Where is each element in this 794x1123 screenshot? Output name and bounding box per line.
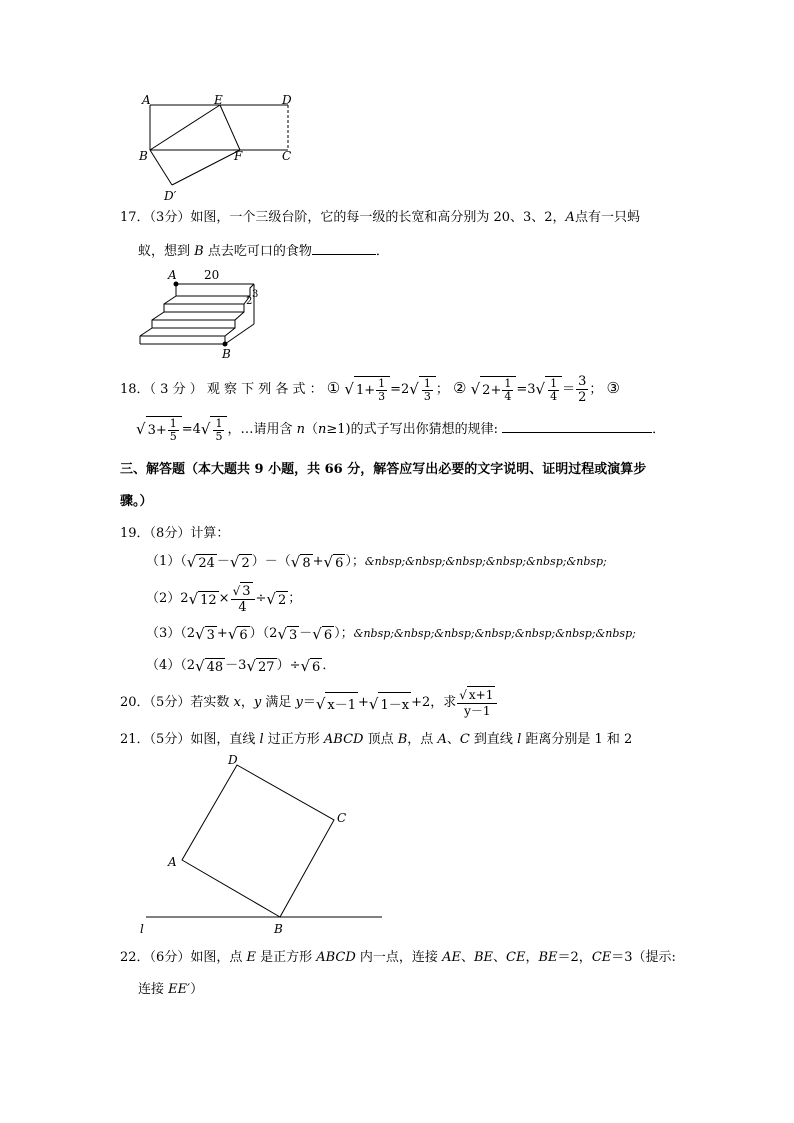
q22-line1: 22．（6分）如图，点 E 是正方形 ABCD 内一点，连接 AE、BE、CE，BE＝2，CE＝3（提示: xyxy=(120,950,676,965)
q17-line2b: 点去吃可口的食物 xyxy=(203,244,312,259)
figure-square-on-line xyxy=(134,750,394,940)
q17-line2 xyxy=(138,240,389,259)
q20-score: （5分） xyxy=(149,695,191,710)
stairs-label-3: 3 xyxy=(252,289,259,300)
q17-text1: 如图，一个三级台阶，它的每一级的长宽和高分别为 20、3、2， xyxy=(190,210,566,225)
q19-part3-artifact: &nbsp;&nbsp;&nbsp;&nbsp;&nbsp;&nbsp;&nbsp; xyxy=(353,627,636,640)
stairs-right-profile xyxy=(225,284,254,344)
label-D: D xyxy=(228,753,238,767)
q18-expr3-eq: =4 xyxy=(181,422,201,437)
q18-expr1-eq: =2 xyxy=(390,382,410,397)
q18-circle1: ① xyxy=(326,379,341,397)
label-Dprime: D′ xyxy=(164,189,177,203)
q19-part1: （1）（√ 24 －√ 2 ）－（√ 8 +√ 6 ）；&nbsp;&nbsp;&nbsp;&nbsp;&nbsp;&nbsp; xyxy=(146,552,607,571)
q18-expr1-rhs: √ $\frac{1}{3}$ xyxy=(409,376,436,403)
q22-score: （6分） xyxy=(149,950,191,965)
q20-line: 20．（5分）若实数 x，y 满足 y＝√ x－1 +√ 1－x +2，求 $\frac{√ x+1}{y-1}$ xyxy=(120,686,498,719)
stairs-right-diag xyxy=(225,324,254,344)
label-C: C xyxy=(337,811,347,825)
q21-score: （5分） xyxy=(149,732,191,747)
q18-tail1: ，…请用含 xyxy=(227,422,297,437)
segment-DpF xyxy=(172,150,240,185)
q20-fraction: $\frac{√ x+1}{y-1}$ xyxy=(457,686,497,719)
label-C: C xyxy=(282,149,292,163)
label-A: A xyxy=(168,855,177,869)
q18-line1: 18．（ 3 分 ） 观 察 下 列 各 式 ： ① √ 1+ $\frac{1}{3}$ =2√ $\frac{1}{3}$ ； ② √ 2+ $\frac{1}{4}$ =3√ $\frac{1}{4}$ ＝ $\frac{3}{2}$ ； ③ xyxy=(120,374,620,405)
q18-circle2: ② xyxy=(453,379,467,397)
q18-expr2-radical: √ 2+ $\frac{1}{4}$ xyxy=(471,376,517,403)
q18-expr2-eq: =3 xyxy=(516,382,536,397)
q18-expr2-fraction: $\frac{3}{2}$ xyxy=(578,374,587,405)
segment-EF xyxy=(220,105,240,150)
q17-text2: 点有一只蚂 xyxy=(574,210,640,225)
segment-BE xyxy=(150,105,220,150)
q21-number: 21． xyxy=(120,732,150,747)
q19-part1-artifact: &nbsp;&nbsp;&nbsp;&nbsp;&nbsp;&nbsp; xyxy=(364,555,607,568)
q22-line2: 连接 EE′） xyxy=(138,982,204,997)
q18-expr1-radical: √ 1+ $\frac{1}{3}$ xyxy=(344,376,390,403)
q17-point-a: A xyxy=(565,210,575,225)
q19-part2: （2）2√ 12 × $\frac{√ 3}{4}$ ÷√ 2 ； xyxy=(146,584,302,615)
q17-number: 17． xyxy=(120,210,150,225)
stairs-point-b xyxy=(223,342,228,347)
stairs-label-2: 2 xyxy=(246,296,253,307)
q19-score: （8分） xyxy=(149,526,191,541)
figure-rectangle-fold xyxy=(130,90,310,205)
square-ABCD xyxy=(182,765,334,917)
q22-number: 22． xyxy=(120,950,150,965)
figure-stairs xyxy=(132,266,272,362)
label-A: A xyxy=(142,93,151,107)
q18-expr3-rhs: √ $\frac{1}{5}$ xyxy=(201,416,228,443)
q20-number: 20． xyxy=(120,695,150,710)
q18-text: 观 察 下 列 各 式 ： xyxy=(206,382,323,397)
q17-period: ． xyxy=(375,244,389,259)
q17-score: （3分） xyxy=(149,210,191,225)
q19-part4: （4）（2√ 48 －3√ 27 ）÷√ 6 ． xyxy=(146,656,336,675)
stairs-label-a: A xyxy=(168,268,177,282)
q19-number: 19． xyxy=(120,526,150,541)
q18-line2: √ 3+ $\frac{1}{5}$ =4√ $\frac{1}{5}$ ，…请用含 n（n≥1)的式子写出你猜想的规律: ． xyxy=(136,417,666,443)
q17-line2a: 蚁，想到 xyxy=(138,244,195,259)
stairs-label-b: B xyxy=(222,347,231,361)
q18-circle3: ③ xyxy=(606,379,620,397)
q19-title xyxy=(120,522,229,541)
q18-answer-blank[interactable] xyxy=(502,432,652,433)
q18-score: （ 3 分 ） xyxy=(149,382,203,397)
q18-expr3-radical: √ 3+ $\frac{1}{5}$ xyxy=(136,416,182,443)
stairs-label-20: 20 xyxy=(204,268,220,282)
section-3-heading-line2: 骤。） xyxy=(120,494,153,509)
q17-line1 xyxy=(120,206,640,225)
q19-part3: （3）（2√ 3 +√ 6 ）（2√ 3 －√ 6 ）；&nbsp;&nbsp;&nbsp;&nbsp;&nbsp;&nbsp;&nbsp; xyxy=(146,624,636,643)
label-l: l xyxy=(140,922,144,936)
q18-expr2-rhs: √ $\frac{1}{4}$ xyxy=(536,376,563,403)
q21-line: 21．（5分）如图，直线 l 过正方形 ABCD 顶点 B，点 A、C 到直线 l 距离分别是 1 和 2 xyxy=(120,732,633,747)
q17-answer-blank[interactable] xyxy=(312,254,376,255)
label-D: D xyxy=(282,93,292,107)
label-B: B xyxy=(139,149,148,163)
section-3-heading: 三、解答题（本大题共 9 小题，共 66 分，解答应写出必要的文字说明、证明过程或演算步 xyxy=(120,462,647,477)
stairs-point-a xyxy=(174,282,179,287)
label-E: E xyxy=(214,93,223,107)
segment-BDp xyxy=(150,150,172,185)
q19-instruction: 计算： xyxy=(190,526,230,541)
label-F: F xyxy=(234,149,243,163)
label-B: B xyxy=(274,922,283,936)
q17-point-b: B xyxy=(194,244,204,259)
q18-number: 18． xyxy=(120,382,150,397)
